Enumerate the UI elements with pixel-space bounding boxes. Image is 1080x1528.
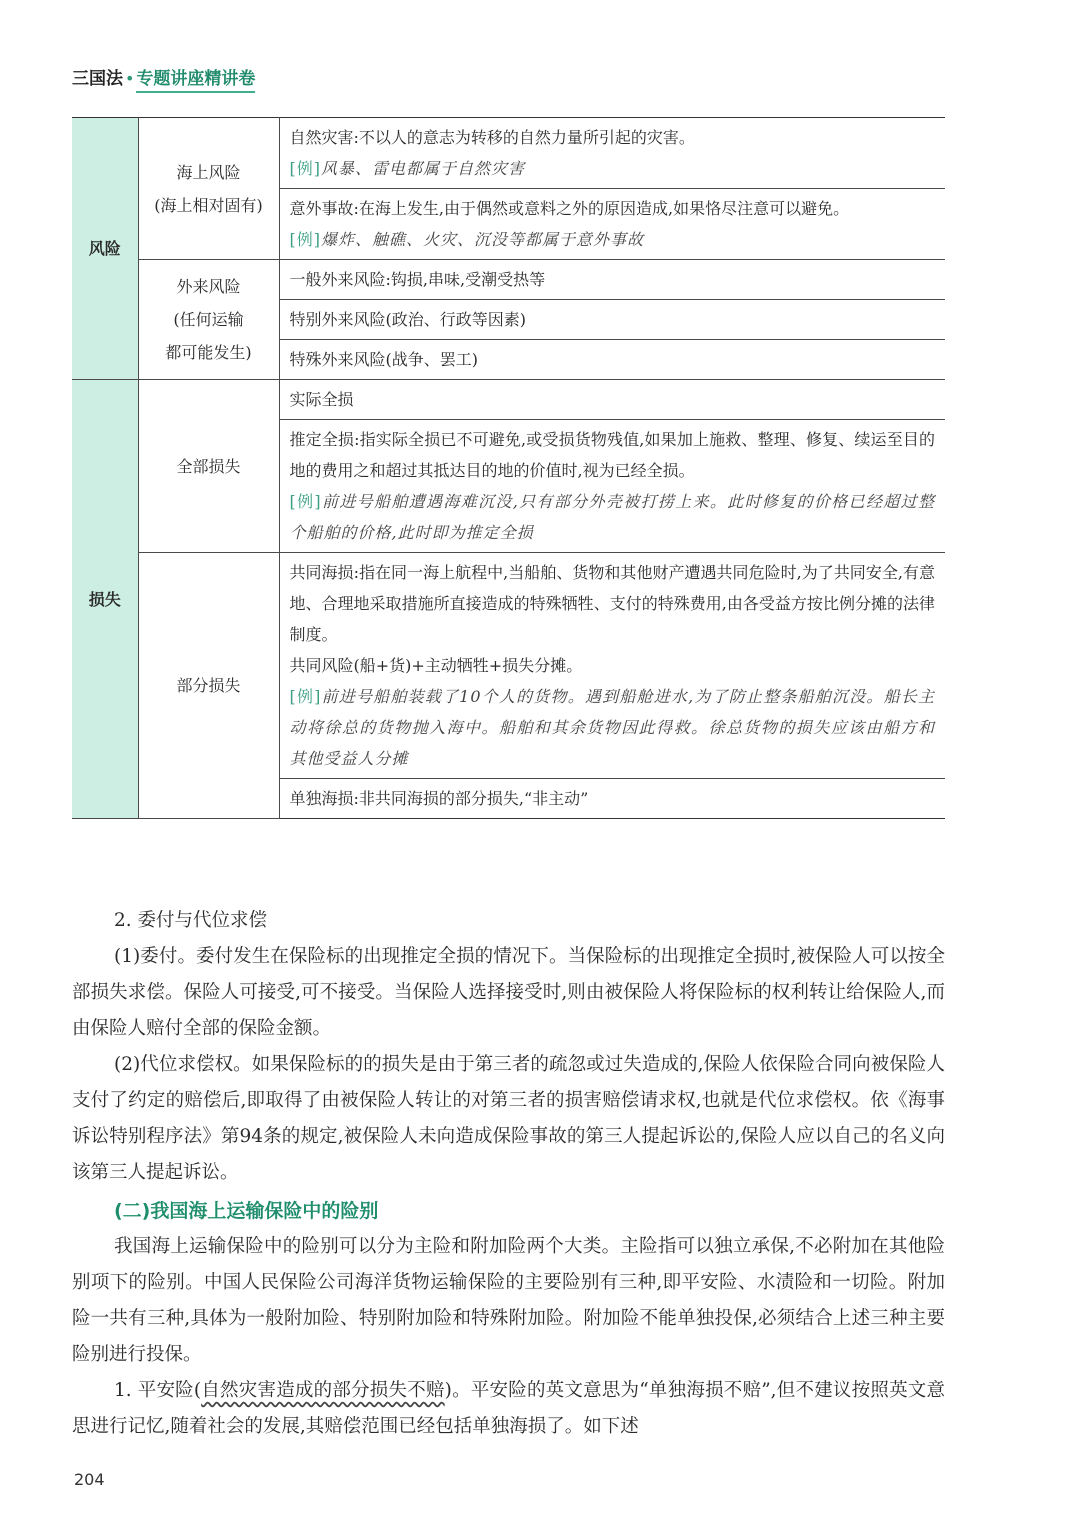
example-tag: [例] — [289, 687, 322, 706]
external-risk-label: 外来风险 (任何运输 都可能发生) — [138, 260, 279, 380]
header-separator: • — [125, 69, 135, 88]
special-external-risk: 特别外来风险(政治、行政等因素) — [279, 300, 945, 340]
section-title: 2. 委付与代位求偿 — [114, 910, 268, 931]
constructive-total-loss: 推定全损:指实际全损已不可避免,或受损货物残值,如果加上施救、整理、修复、续运至目的地的费用之和超过其抵达目的地的价值时,视为已经全损。 [例]前进号船舶遭遇海难沉没,只有部分外壳被打捞上来。此时修复的价格已经超过整个船舶的价格,此时即为推定全损 — [279, 420, 945, 553]
example-tag: [例] — [289, 159, 321, 178]
actual-total-loss: 实际全损 — [279, 380, 945, 420]
natural-disaster-cell: 自然灾害:不以人的意志为转移的自然力量所引起的灾害。 [例]风暴、雷电都属于自然灾害 — [279, 118, 945, 189]
section-heading: (二)我国海上运输保险中的险别 — [114, 1200, 379, 1222]
example-tag: [例] — [289, 230, 321, 249]
general-average-cell: 共同海损:指在同一海上航程中,当船舶、货物和其他财产遭遇共同危险时,为了共同安全,有意地、合理地采取措施所直接造成的特殊牺牲、支付的特殊费用,由各受益方按比例分摊的法律制度。 共同风险(船+货)+主动牺牲+损失分摊。 [例]前进号船舶装载了10个人的货物。遇到船舱进水,为了防止整条船舶沉没。船长主动将徐总的货物抛入海中。船舶和其余货物因此得救。徐总货物的损失应该由船方和其他受益人分摊 — [279, 553, 945, 779]
general-average-formula: 共同风险(船+货)+主动牺牲+损失分摊。 — [289, 656, 583, 675]
running-header — [72, 64, 255, 89]
series-title: 专题讲座精讲卷 — [136, 69, 255, 93]
risk-loss-table — [72, 117, 945, 819]
partial-loss-label: 部分损失 — [138, 553, 279, 819]
category-risk: 风险 — [72, 118, 138, 380]
paragraph-fpa: 1. 平安险(自然灾害造成的部分损失不赔)。平安险的英文意思为“单独海损不赔”,但不建议按照英文意思进行记忆,随着社会的发展,其赔偿范围已经包括单独海损了。如下述 — [72, 1380, 945, 1437]
extraordinary-external-risk: 特殊外来风险(战争、罢工) — [279, 340, 945, 380]
paragraph-subrogation: (2)代位求偿权。如果保险标的的损失是由于第三者的疏忽或过失造成的,保险人依保险合同向被保险人支付了约定的赔偿后,即取得了由被保险人转让的对第三者的损害赔偿请求权,也就是代位求偿权。依《海事诉讼特别程序法》第94条的规定,被保险人未向造成保险事故的第三人提起诉讼的,保险人应以自己的名义向该第三人提起诉讼。 — [72, 1054, 945, 1183]
example-tag: [例] — [289, 492, 322, 511]
accident-cell: 意外事故:在海上发生,由于偶然或意料之外的原因造成,如果恪尽注意可以避免。 [例]爆炸、触礁、火灾、沉没等都属于意外事故 — [279, 189, 945, 260]
book-title: 三国法 — [72, 69, 123, 89]
paragraph-coverage-types: 我国海上运输保险中的险别可以分为主险和附加险两个大类。主险指可以独立承保,不必附加在其他险别项下的险别。中国人民保险公司海洋货物运输保险的主要险别有三种,即平安险、水渍险和一切险。附加险一共有三种,具体为一般附加险、特别附加险和特殊附加险。附加险不能单独投保,必须结合上述三种主要险别进行投保。 — [72, 1236, 945, 1365]
paragraph-abandonment: (1)委付。委付发生在保险标的出现推定全损的情况下。当保险标的出现推定全损时,被保险人可以按全部损失求偿。保险人可接受,可不接受。当保险人选择接受时,则由被保险人将保险标的权利转让给保险人,而由保险人赔付全部的保险金额。 — [72, 946, 945, 1039]
wavy-underlined-text: 自然灾害造成的部分损失不赔 — [201, 1380, 445, 1401]
page-number: 204 — [74, 1470, 105, 1489]
sea-risk-label: 海上风险 (海上相对固有) — [138, 118, 279, 260]
section-abandonment — [72, 903, 945, 1445]
total-loss-label: 全部损失 — [138, 380, 279, 553]
general-external-risk: 一般外来风险:钩损,串味,受潮受热等 — [279, 260, 945, 300]
category-loss: 损失 — [72, 380, 138, 819]
particular-average-cell: 单独海损:非共同海损的部分损失,“非主动” — [279, 779, 945, 819]
